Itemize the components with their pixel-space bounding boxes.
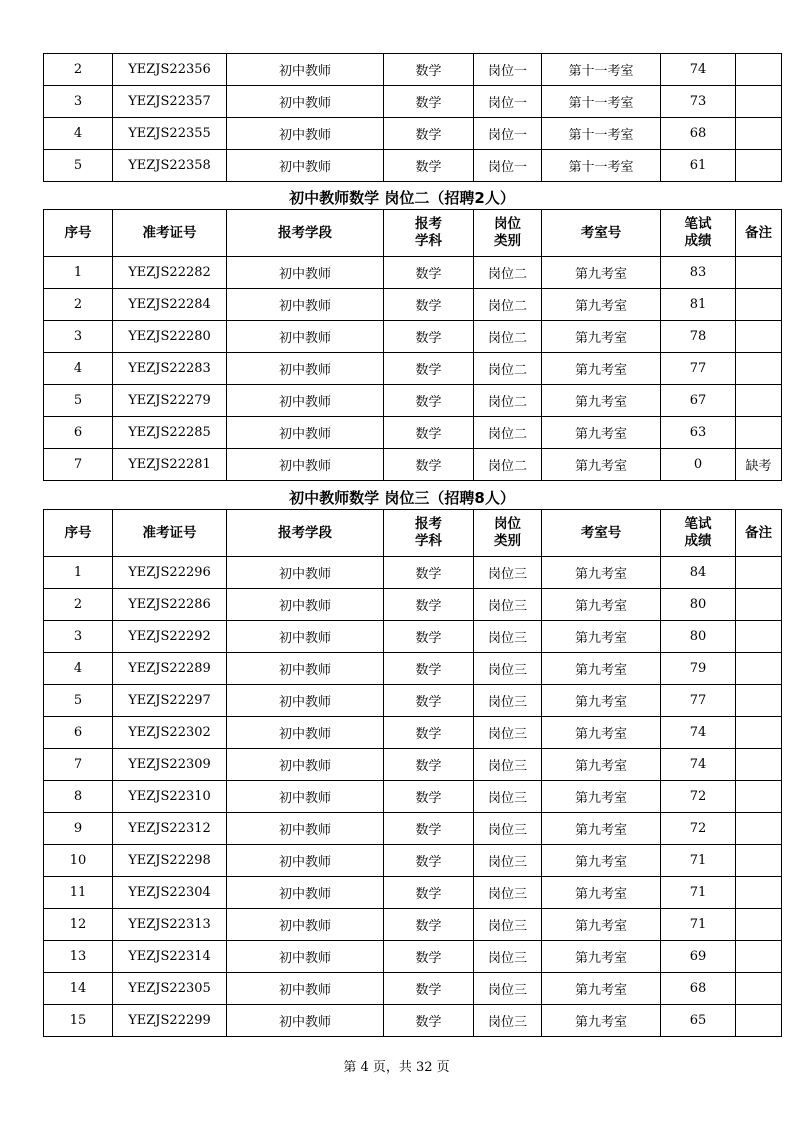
- remark-cell: [736, 257, 782, 289]
- position-cell: 岗位三: [474, 749, 542, 781]
- room-cell: 第九考室: [542, 557, 661, 589]
- position-cell: 岗位二: [474, 321, 542, 353]
- room-cell: 第九考室: [542, 289, 661, 321]
- score-cell: 71: [661, 909, 736, 941]
- remark-cell: [736, 353, 782, 385]
- remark-cell: [736, 385, 782, 417]
- table-header-row: [44, 210, 782, 257]
- score-cell: 81: [661, 289, 736, 321]
- exam-id-cell: YEZJS22292: [113, 621, 227, 653]
- table-row: [44, 86, 782, 118]
- score-cell: 0: [661, 449, 736, 481]
- position-cell: 岗位一: [474, 86, 542, 118]
- header-subject: 报考 学科: [384, 210, 474, 257]
- subject-cell: 数学: [384, 781, 474, 813]
- position-cell: 岗位三: [474, 589, 542, 621]
- room-cell: 第九考室: [542, 685, 661, 717]
- table-row: [44, 781, 782, 813]
- seq-cell: 2: [44, 54, 113, 86]
- header-exam-id: 准考证号: [113, 210, 227, 257]
- stage-cell: 初中教师: [227, 781, 384, 813]
- subject-cell: 数学: [384, 417, 474, 449]
- exam-id-cell: YEZJS22309: [113, 749, 227, 781]
- score-cell: 71: [661, 877, 736, 909]
- room-cell: 第九考室: [542, 653, 661, 685]
- seq-cell: 12: [44, 909, 113, 941]
- table-row: [44, 385, 782, 417]
- remark-cell: [736, 118, 782, 150]
- position-cell: 岗位三: [474, 877, 542, 909]
- subject-cell: 数学: [384, 909, 474, 941]
- subject-cell: 数学: [384, 1005, 474, 1037]
- subject-cell: 数学: [384, 449, 474, 481]
- table-row: [44, 877, 782, 909]
- room-cell: 第九考室: [542, 449, 661, 481]
- exam-id-cell: YEZJS22304: [113, 877, 227, 909]
- position-cell: 岗位三: [474, 909, 542, 941]
- score-cell: 67: [661, 385, 736, 417]
- subject-cell: 数学: [384, 385, 474, 417]
- position-cell: 岗位三: [474, 781, 542, 813]
- table-row: [44, 257, 782, 289]
- header-remark: 备注: [736, 510, 782, 557]
- position-cell: 岗位三: [474, 845, 542, 877]
- exam-id-cell: YEZJS22314: [113, 941, 227, 973]
- room-cell: 第九考室: [542, 749, 661, 781]
- header-exam-id: 准考证号: [113, 510, 227, 557]
- page-number: 第 4 页，共 32 页: [343, 1060, 450, 1075]
- exam-id-cell: YEZJS22283: [113, 353, 227, 385]
- stage-cell: 初中教师: [227, 257, 384, 289]
- stage-cell: 初中教师: [227, 813, 384, 845]
- remark-cell: [736, 1005, 782, 1037]
- seq-cell: 5: [44, 685, 113, 717]
- exam-id-cell: YEZJS22282: [113, 257, 227, 289]
- stage-cell: 初中教师: [227, 118, 384, 150]
- remark-cell: [736, 845, 782, 877]
- position-cell: 岗位二: [474, 289, 542, 321]
- exam-id-cell: YEZJS22296: [113, 557, 227, 589]
- header-remark: 备注: [736, 210, 782, 257]
- table-row: [44, 54, 782, 86]
- table-row: [44, 557, 782, 589]
- stage-cell: 初中教师: [227, 621, 384, 653]
- score-cell: 72: [661, 781, 736, 813]
- score-cell: 80: [661, 621, 736, 653]
- seq-cell: 14: [44, 973, 113, 1005]
- score-cell: 63: [661, 417, 736, 449]
- remark-cell: [736, 973, 782, 1005]
- table-row: [44, 449, 782, 481]
- score-cell: 79: [661, 653, 736, 685]
- subject-cell: 数学: [384, 973, 474, 1005]
- position-cell: 岗位二: [474, 257, 542, 289]
- exam-id-cell: YEZJS22285: [113, 417, 227, 449]
- seq-cell: 1: [44, 557, 113, 589]
- exam-id-cell: YEZJS22355: [113, 118, 227, 150]
- remark-cell: [736, 653, 782, 685]
- stage-cell: 初中教师: [227, 150, 384, 182]
- subject-cell: 数学: [384, 321, 474, 353]
- score-cell: 74: [661, 749, 736, 781]
- stage-cell: 初中教师: [227, 54, 384, 86]
- room-cell: 第九考室: [542, 877, 661, 909]
- exam-id-cell: YEZJS22358: [113, 150, 227, 182]
- exam-id-cell: YEZJS22298: [113, 845, 227, 877]
- stage-cell: 初中教师: [227, 353, 384, 385]
- table-row: [44, 973, 782, 1005]
- position-cell: 岗位三: [474, 621, 542, 653]
- room-cell: 第九考室: [542, 321, 661, 353]
- score-cell: 78: [661, 321, 736, 353]
- position-cell: 岗位三: [474, 685, 542, 717]
- seq-cell: 3: [44, 321, 113, 353]
- remark-cell: [736, 557, 782, 589]
- remark-cell: [736, 781, 782, 813]
- subject-cell: 数学: [384, 353, 474, 385]
- header-subject: 报考 学科: [384, 510, 474, 557]
- remark-cell: [736, 685, 782, 717]
- stage-cell: 初中教师: [227, 417, 384, 449]
- room-cell: 第九考室: [542, 621, 661, 653]
- subject-cell: 数学: [384, 621, 474, 653]
- stage-cell: 初中教师: [227, 589, 384, 621]
- remark-cell: [736, 86, 782, 118]
- position-cell: 岗位三: [474, 557, 542, 589]
- subject-cell: 数学: [384, 845, 474, 877]
- position-cell: 岗位二: [474, 449, 542, 481]
- seq-cell: 10: [44, 845, 113, 877]
- remark-cell: [736, 813, 782, 845]
- score-cell: 72: [661, 813, 736, 845]
- seq-cell: 7: [44, 449, 113, 481]
- exam-id-cell: YEZJS22310: [113, 781, 227, 813]
- score-cell: 77: [661, 685, 736, 717]
- position-cell: 岗位一: [474, 54, 542, 86]
- section-title-position-2: 初中教师数学 岗位二（招聘2人）: [289, 189, 515, 207]
- header-seq: 序号: [44, 510, 113, 557]
- seq-cell: 5: [44, 150, 113, 182]
- table-row: [44, 685, 782, 717]
- position-cell: 岗位三: [474, 941, 542, 973]
- position-cell: 岗位三: [474, 1005, 542, 1037]
- stage-cell: 初中教师: [227, 717, 384, 749]
- stage-cell: 初中教师: [227, 877, 384, 909]
- remark-cell: [736, 749, 782, 781]
- position-cell: 岗位二: [474, 385, 542, 417]
- stage-cell: 初中教师: [227, 1005, 384, 1037]
- room-cell: 第十一考室: [542, 86, 661, 118]
- remark-cell: [736, 417, 782, 449]
- score-cell: 74: [661, 54, 736, 86]
- table-row: [44, 845, 782, 877]
- exam-id-cell: YEZJS22281: [113, 449, 227, 481]
- position-cell: 岗位三: [474, 653, 542, 685]
- room-cell: 第九考室: [542, 1005, 661, 1037]
- exam-id-cell: YEZJS22279: [113, 385, 227, 417]
- stage-cell: 初中教师: [227, 449, 384, 481]
- position-cell: 岗位三: [474, 973, 542, 1005]
- subject-cell: 数学: [384, 589, 474, 621]
- subject-cell: 数学: [384, 749, 474, 781]
- subject-cell: 数学: [384, 717, 474, 749]
- header-stage: 报考学段: [227, 210, 384, 257]
- remark-cell: [736, 321, 782, 353]
- exam-id-cell: YEZJS22305: [113, 973, 227, 1005]
- exam-id-cell: YEZJS22299: [113, 1005, 227, 1037]
- table-row: [44, 621, 782, 653]
- exam-id-cell: YEZJS22312: [113, 813, 227, 845]
- seq-cell: 8: [44, 781, 113, 813]
- remark-cell: [736, 877, 782, 909]
- remark-cell: [736, 589, 782, 621]
- header-position-type: 岗位 类别: [474, 210, 542, 257]
- header-score: 笔试 成绩: [661, 510, 736, 557]
- header-stage: 报考学段: [227, 510, 384, 557]
- score-cell: 83: [661, 257, 736, 289]
- subject-cell: 数学: [384, 941, 474, 973]
- seq-cell: 4: [44, 353, 113, 385]
- exam-id-cell: YEZJS22356: [113, 54, 227, 86]
- subject-cell: 数学: [384, 877, 474, 909]
- seq-cell: 7: [44, 749, 113, 781]
- table-row: [44, 941, 782, 973]
- exam-id-cell: YEZJS22284: [113, 289, 227, 321]
- remark-cell: [736, 621, 782, 653]
- score-cell: 68: [661, 118, 736, 150]
- header-room: 考室号: [542, 210, 661, 257]
- position-cell: 岗位二: [474, 417, 542, 449]
- room-cell: 第九考室: [542, 385, 661, 417]
- score-cell: 71: [661, 845, 736, 877]
- room-cell: 第九考室: [542, 417, 661, 449]
- score-table-position-1-continued: [43, 53, 782, 182]
- exam-id-cell: YEZJS22286: [113, 589, 227, 621]
- remark-cell: [736, 289, 782, 321]
- table-header-row: [44, 510, 782, 557]
- seq-cell: 4: [44, 118, 113, 150]
- table-row: [44, 813, 782, 845]
- stage-cell: 初中教师: [227, 941, 384, 973]
- score-cell: 65: [661, 1005, 736, 1037]
- seq-cell: 6: [44, 717, 113, 749]
- remark-cell: [736, 150, 782, 182]
- header-seq: 序号: [44, 210, 113, 257]
- subject-cell: 数学: [384, 118, 474, 150]
- room-cell: 第九考室: [542, 813, 661, 845]
- room-cell: 第九考室: [542, 589, 661, 621]
- stage-cell: 初中教师: [227, 749, 384, 781]
- position-cell: 岗位一: [474, 118, 542, 150]
- table-row: [44, 749, 782, 781]
- stage-cell: 初中教师: [227, 86, 384, 118]
- score-cell: 80: [661, 589, 736, 621]
- seq-cell: 15: [44, 1005, 113, 1037]
- table-row: [44, 417, 782, 449]
- subject-cell: 数学: [384, 257, 474, 289]
- remark-cell: [736, 717, 782, 749]
- subject-cell: 数学: [384, 813, 474, 845]
- room-cell: 第九考室: [542, 845, 661, 877]
- exam-id-cell: YEZJS22289: [113, 653, 227, 685]
- subject-cell: 数学: [384, 685, 474, 717]
- page-footer: [0, 1056, 793, 1075]
- position-cell: 岗位一: [474, 150, 542, 182]
- stage-cell: 初中教师: [227, 385, 384, 417]
- header-position-type: 岗位 类别: [474, 510, 542, 557]
- position-cell: 岗位三: [474, 813, 542, 845]
- seq-cell: 5: [44, 385, 113, 417]
- stage-cell: 初中教师: [227, 685, 384, 717]
- score-cell: 69: [661, 941, 736, 973]
- subject-cell: 数学: [384, 557, 474, 589]
- score-cell: 61: [661, 150, 736, 182]
- position-cell: 岗位三: [474, 717, 542, 749]
- seq-cell: 2: [44, 589, 113, 621]
- table-row: [44, 321, 782, 353]
- room-cell: 第九考室: [542, 941, 661, 973]
- header-room: 考室号: [542, 510, 661, 557]
- header-score: 笔试 成绩: [661, 210, 736, 257]
- score-cell: 73: [661, 86, 736, 118]
- stage-cell: 初中教师: [227, 973, 384, 1005]
- score-table-position-2: [43, 209, 782, 481]
- exam-id-cell: YEZJS22297: [113, 685, 227, 717]
- stage-cell: 初中教师: [227, 653, 384, 685]
- room-cell: 第九考室: [542, 781, 661, 813]
- table-row: [44, 717, 782, 749]
- stage-cell: 初中教师: [227, 321, 384, 353]
- score-cell: 68: [661, 973, 736, 1005]
- room-cell: 第九考室: [542, 257, 661, 289]
- table-row: [44, 118, 782, 150]
- room-cell: 第九考室: [542, 717, 661, 749]
- seq-cell: 9: [44, 813, 113, 845]
- room-cell: 第十一考室: [542, 150, 661, 182]
- exam-id-cell: YEZJS22280: [113, 321, 227, 353]
- score-cell: 74: [661, 717, 736, 749]
- stage-cell: 初中教师: [227, 557, 384, 589]
- table-row: [44, 589, 782, 621]
- seq-cell: 1: [44, 257, 113, 289]
- seq-cell: 4: [44, 653, 113, 685]
- room-cell: 第九考室: [542, 973, 661, 1005]
- seq-cell: 2: [44, 289, 113, 321]
- exam-id-cell: YEZJS22302: [113, 717, 227, 749]
- seq-cell: 6: [44, 417, 113, 449]
- room-cell: 第十一考室: [542, 54, 661, 86]
- stage-cell: 初中教师: [227, 289, 384, 321]
- table-row: [44, 289, 782, 321]
- table-row: [44, 653, 782, 685]
- seq-cell: 3: [44, 621, 113, 653]
- table-row: [44, 150, 782, 182]
- remark-cell: [736, 54, 782, 86]
- score-cell: 77: [661, 353, 736, 385]
- subject-cell: 数学: [384, 289, 474, 321]
- subject-cell: 数学: [384, 653, 474, 685]
- remark-cell: 缺考: [736, 449, 782, 481]
- stage-cell: 初中教师: [227, 845, 384, 877]
- subject-cell: 数学: [384, 86, 474, 118]
- table-row: [44, 909, 782, 941]
- seq-cell: 11: [44, 877, 113, 909]
- score-cell: 84: [661, 557, 736, 589]
- score-table-position-3: [43, 509, 782, 1037]
- subject-cell: 数学: [384, 54, 474, 86]
- room-cell: 第十一考室: [542, 118, 661, 150]
- exam-id-cell: YEZJS22357: [113, 86, 227, 118]
- subject-cell: 数学: [384, 150, 474, 182]
- seq-cell: 3: [44, 86, 113, 118]
- table-row: [44, 353, 782, 385]
- seq-cell: 13: [44, 941, 113, 973]
- table-row: [44, 1005, 782, 1037]
- remark-cell: [736, 909, 782, 941]
- room-cell: 第九考室: [542, 353, 661, 385]
- room-cell: 第九考室: [542, 909, 661, 941]
- remark-cell: [736, 941, 782, 973]
- section-title-position-3: 初中教师数学 岗位三（招聘8人）: [289, 489, 515, 507]
- exam-id-cell: YEZJS22313: [113, 909, 227, 941]
- stage-cell: 初中教师: [227, 909, 384, 941]
- position-cell: 岗位二: [474, 353, 542, 385]
